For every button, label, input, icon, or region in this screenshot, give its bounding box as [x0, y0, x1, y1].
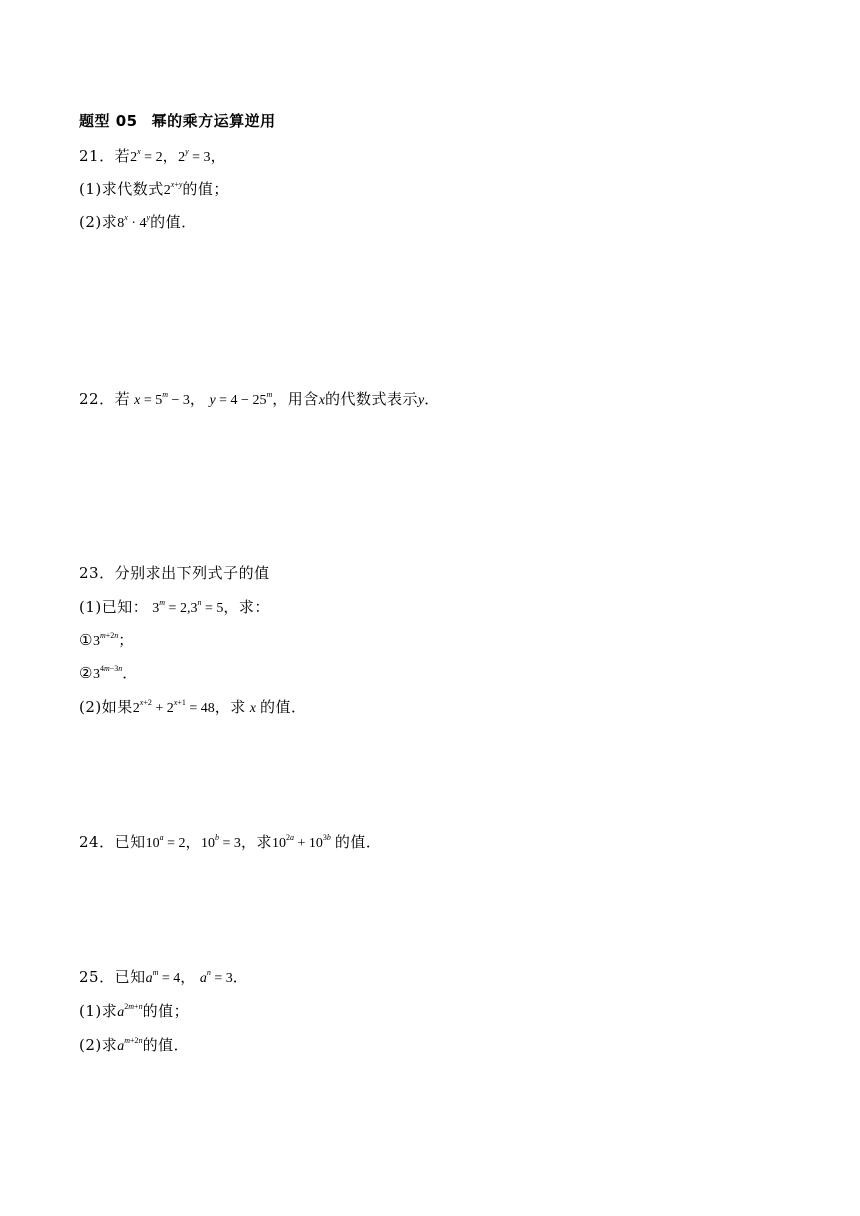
- math-expression: $3^m = 2,3^n = 5$: [152, 598, 224, 616]
- math-expression: $2^{x+2} + 2^{x+1} = 48$: [132, 698, 215, 716]
- question-number: 23．: [79, 564, 115, 582]
- math-expression: $a^{m+2n}$: [117, 1036, 143, 1054]
- question-23: 23．分别求出下列式子的值: [79, 564, 270, 582]
- question-25-part-2: (2)求$a^{m+2n}$的值．: [79, 1036, 190, 1054]
- math-expression: $3^{m+2n}$: [92, 631, 119, 649]
- question-23-sub-1: $①3^{m+2n}$；: [79, 631, 134, 649]
- math-expression: $2^y = 3$: [178, 147, 211, 165]
- question-23-sub-2: $②3^{4m-3n}$．: [79, 664, 138, 682]
- question-22: 22．若 $x = 5^m - 3$， $y = 4 - 25^m$，用含x的代数式表示y．: [79, 390, 440, 408]
- math-expression: $a^n = 3$: [199, 968, 233, 986]
- math-expression: $3^{4m-3n}$: [92, 664, 123, 682]
- question-21-part-1: (1)求代数式$2^{x+y}$的值；: [79, 180, 229, 198]
- math-expression: $y = 4 - 25^m$: [209, 390, 273, 408]
- question-number: 24．: [79, 833, 115, 851]
- section-subtitle: 幂的乘方运算逆用: [151, 112, 276, 130]
- question-number: 22．: [79, 390, 115, 408]
- question-21-part-2: (2)求$8^x \cdot 4^y$的值．: [79, 213, 197, 231]
- math-expression: $10^{2a} + 10^{3b}$: [271, 833, 331, 851]
- math-expression: $10^a = 2$: [145, 833, 186, 851]
- question-24: 24．已知$10^a = 2$，$10^b = 3$，求$10^{2a} + 10^{3b}$ 的值．: [79, 833, 382, 851]
- question-25: 25．已知$a^m = 4$， $a^n = 3$．: [79, 968, 249, 986]
- question-number: 21．: [79, 147, 115, 165]
- math-expression: $2^x = 2$: [130, 147, 163, 165]
- question-number: 25．: [79, 968, 115, 986]
- section-title: 题型 05: [79, 112, 138, 130]
- math-expression: $a^{2m+n}$: [117, 1002, 143, 1020]
- math-expression: $x = 5^m - 3$: [134, 390, 190, 408]
- math-expression: $8^x \cdot 4^y$: [117, 213, 151, 231]
- question-21: 21．若$2^x = 2$，$2^y = 3$，: [79, 147, 227, 165]
- math-expression: $a^m = 4$: [145, 968, 181, 986]
- math-expression: $2^{x+y}$: [163, 180, 183, 198]
- question-23-part-1: (1)已知： $3^m = 2,3^n = 5$，求：: [79, 598, 270, 616]
- math-expression: $10^b = 3$: [201, 833, 241, 851]
- question-25-part-1: (1)求$a^{2m+n}$的值；: [79, 1002, 190, 1020]
- section-heading: [79, 111, 276, 131]
- question-23-part-2: (2)如果$2^{x+2} + 2^{x+1} = 48$，求 x 的值．: [79, 698, 307, 716]
